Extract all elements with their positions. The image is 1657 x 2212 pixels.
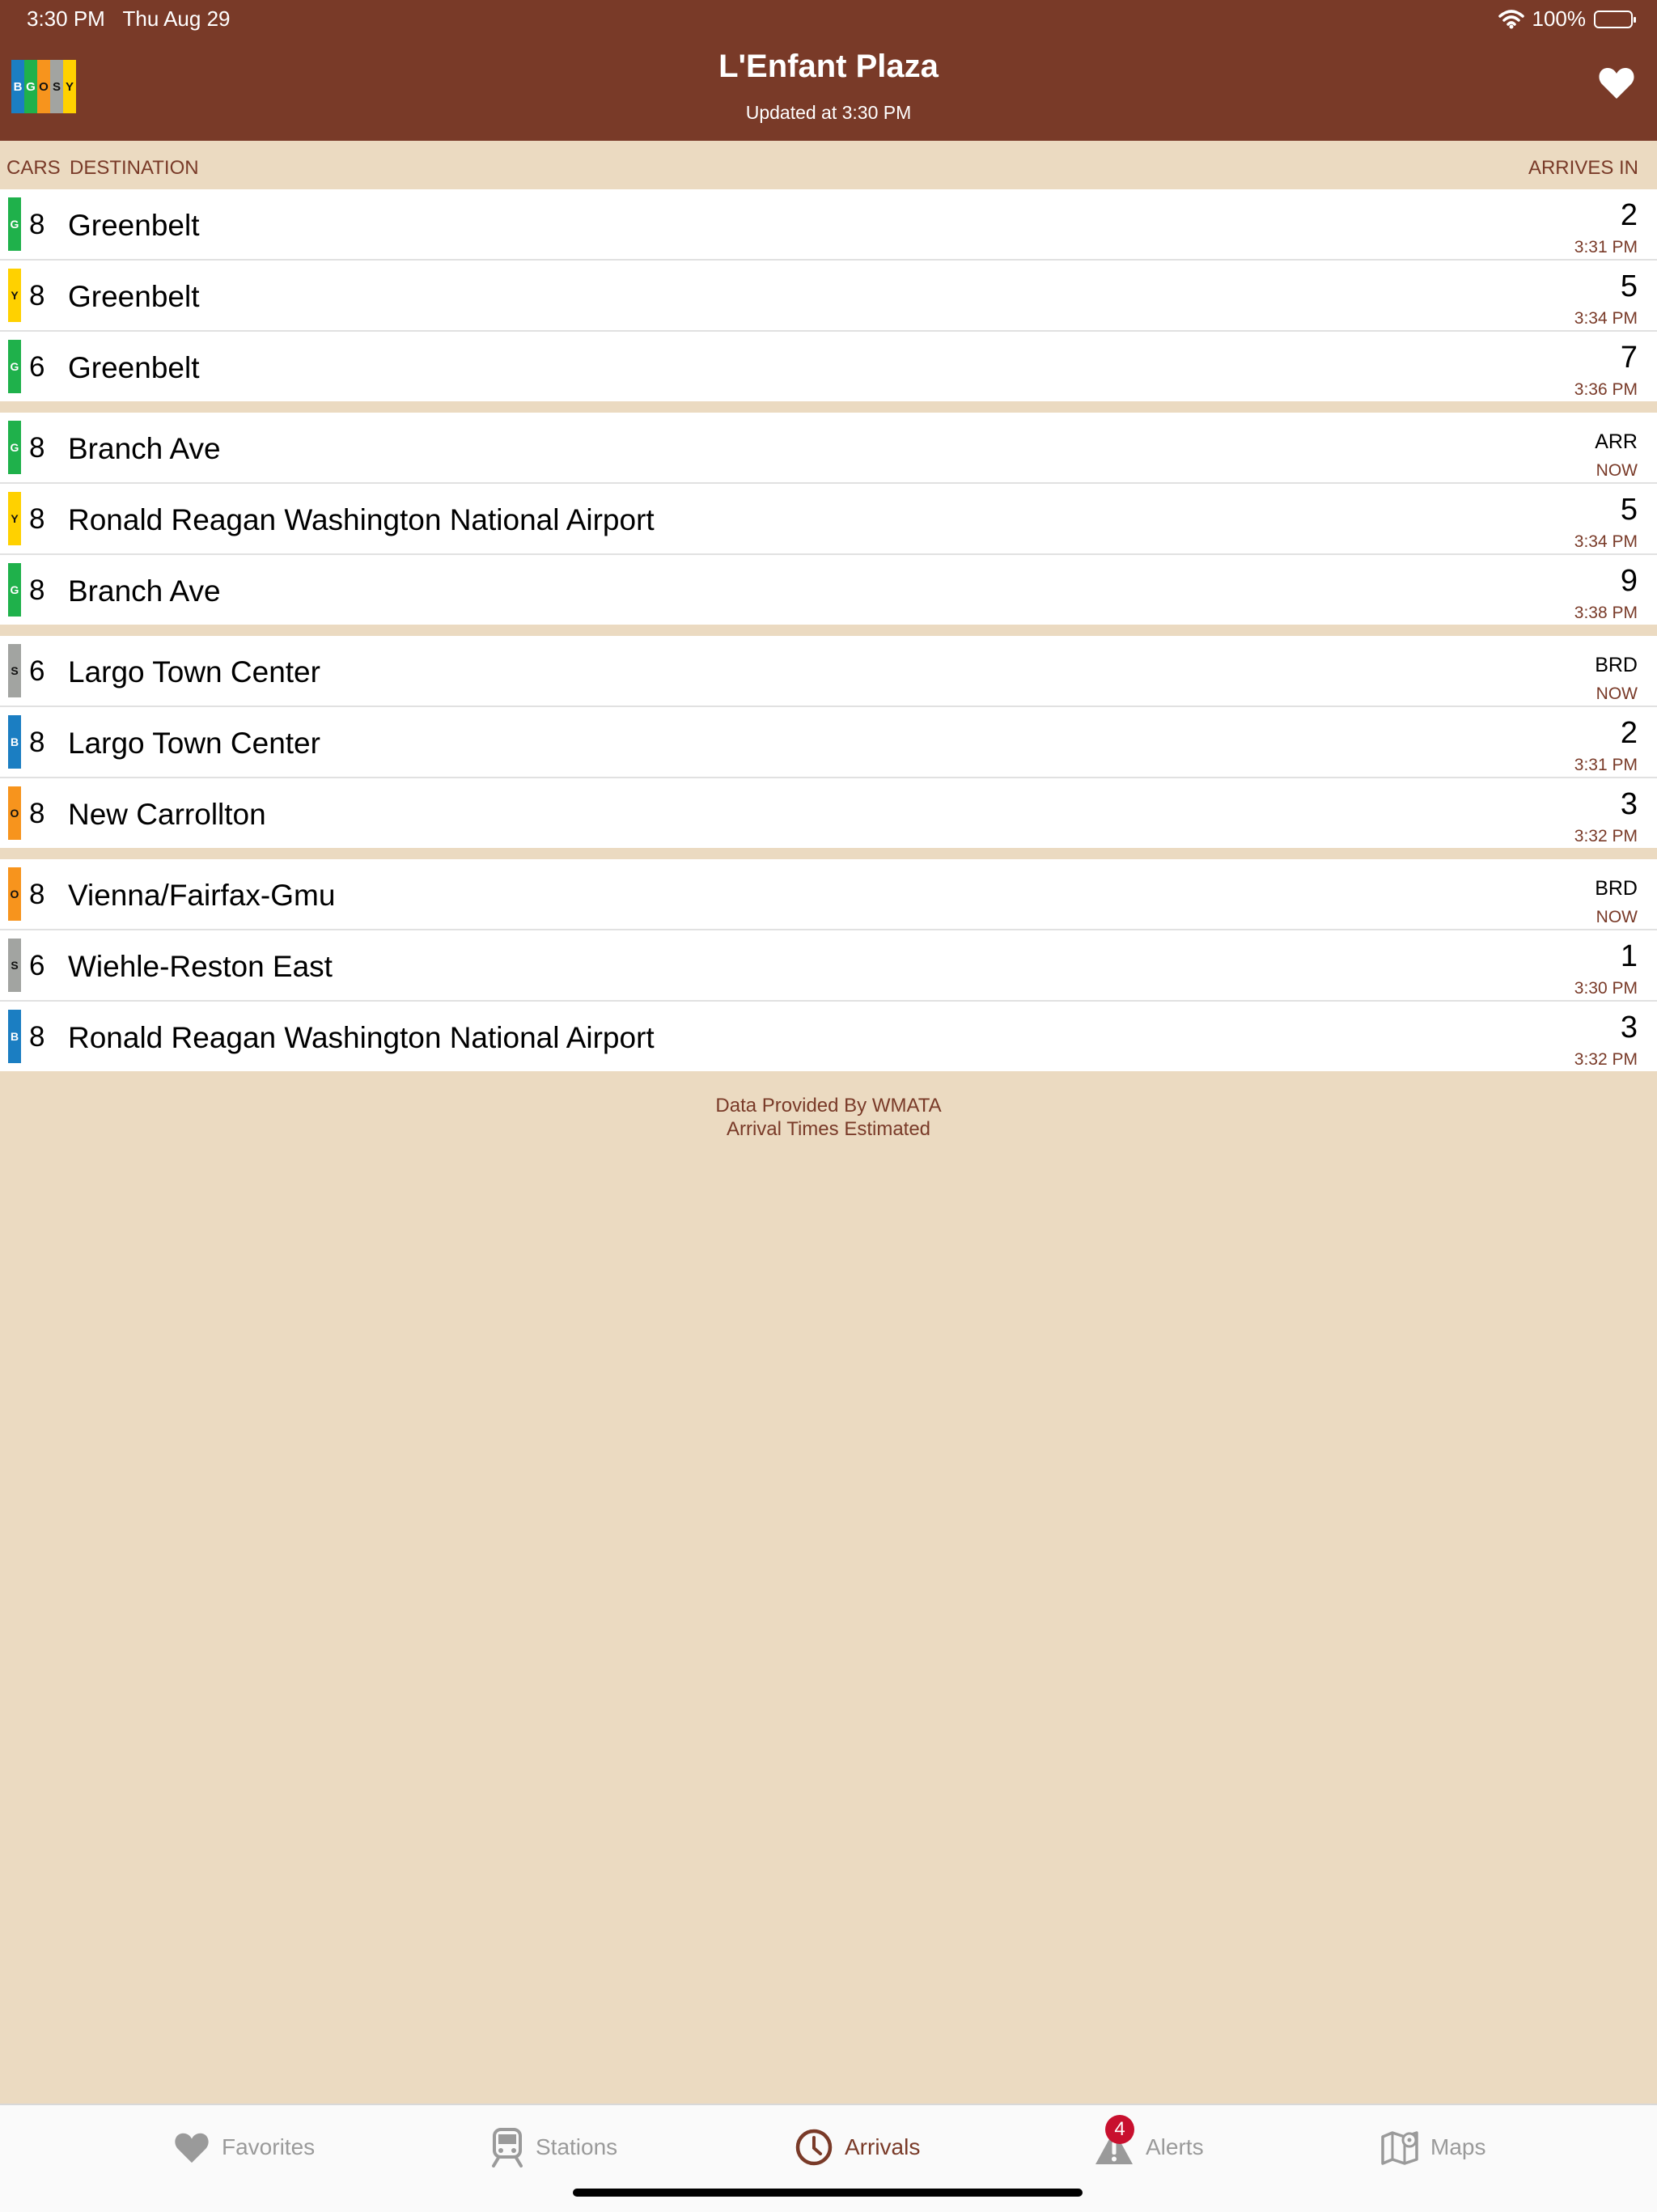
battery-percent: 100% — [1532, 6, 1586, 31]
line-indicator: G — [8, 563, 21, 617]
car-count: 6 — [29, 950, 45, 981]
arrival-clock-time: 3:38 PM — [1574, 604, 1638, 622]
car-count: 8 — [29, 879, 45, 910]
wifi-icon — [1498, 10, 1524, 29]
arrival-clock-time: 3:31 PM — [1574, 238, 1638, 256]
destination-name: Branch Ave — [68, 574, 221, 608]
train-icon — [490, 2127, 524, 2168]
arrival-row[interactable] — [0, 555, 1657, 625]
nav-header — [0, 0, 1657, 141]
car-count: 8 — [29, 209, 45, 240]
data-source-note — [0, 1094, 1657, 1141]
arrival-row[interactable] — [0, 484, 1657, 555]
tab-favorites[interactable] — [173, 2123, 315, 2172]
line-indicator: Y — [8, 492, 21, 545]
arrival-row[interactable] — [0, 778, 1657, 848]
arrival-row[interactable] — [0, 332, 1657, 401]
car-count: 8 — [29, 432, 45, 464]
data-provider-text: Data Provided By WMATA — [715, 1095, 942, 1117]
line-indicator: S — [8, 939, 21, 992]
arrival-minutes: 7 — [1620, 341, 1638, 375]
tab-arrivals[interactable] — [795, 2123, 920, 2172]
line-indicator: G — [8, 340, 21, 393]
arrival-clock-time: 3:32 PM — [1574, 827, 1638, 845]
arrival-clock-time: 3:36 PM — [1574, 380, 1638, 399]
arrival-row[interactable] — [0, 707, 1657, 778]
destination-name: Vienna/Fairfax-Gmu — [68, 879, 336, 912]
arrival-clock-time: 3:32 PM — [1574, 1050, 1638, 1069]
arrival-row[interactable] — [0, 859, 1657, 930]
updated-time: Updated at 3:30 PM — [745, 102, 912, 123]
destination-name: Wiehle-Reston East — [68, 950, 333, 983]
tab-stations[interactable] — [490, 2123, 617, 2172]
arrival-minutes: 9 — [1620, 564, 1638, 598]
status-time: 3:30 PM Thu Aug 29 — [27, 6, 231, 31]
arrival-row[interactable] — [0, 930, 1657, 1002]
line-indicator: G — [8, 421, 21, 474]
destination-name: Largo Town Center — [68, 655, 320, 689]
arrival-minutes: 5 — [1620, 493, 1638, 527]
line-badge: O — [37, 60, 50, 113]
arrival-clock-time: 3:30 PM — [1574, 979, 1638, 998]
line-indicator: Y — [8, 269, 21, 322]
line-indicator: O — [8, 867, 21, 921]
arrival-clock-time: 3:34 PM — [1574, 309, 1638, 328]
clock-icon — [795, 2128, 833, 2167]
car-count: 8 — [29, 1021, 45, 1053]
arrival-minutes: BRD — [1595, 877, 1638, 900]
home-indicator[interactable] — [573, 2189, 1083, 2197]
estimate-disclaimer-text: Arrival Times Estimated — [726, 1118, 931, 1140]
page-title: L'Enfant Plaza — [718, 49, 939, 84]
arrival-clock-time: NOW — [1596, 684, 1638, 703]
arrival-minutes: 2 — [1620, 198, 1638, 232]
arrival-clock-time: NOW — [1596, 908, 1638, 926]
tab-label: Maps — [1430, 2134, 1486, 2159]
arrival-row[interactable] — [0, 413, 1657, 484]
line-indicator: S — [8, 644, 21, 697]
tab-label: Arrivals — [845, 2134, 921, 2159]
tab-label: Stations — [536, 2134, 618, 2159]
car-count: 8 — [29, 727, 45, 758]
destination-name: Branch Ave — [68, 432, 221, 465]
map-icon — [1380, 2129, 1419, 2166]
destination-name: Greenbelt — [68, 280, 200, 313]
destination-name: Greenbelt — [68, 209, 200, 242]
favorite-heart-icon[interactable] — [1597, 63, 1636, 102]
arrival-minutes: ARR — [1595, 430, 1638, 453]
arrival-minutes: 1 — [1620, 939, 1638, 973]
line-badge: Y — [63, 60, 76, 113]
destination-name: Largo Town Center — [68, 727, 320, 760]
arrival-minutes: 5 — [1620, 269, 1638, 303]
heart-icon — [173, 2129, 210, 2166]
arrivals-group — [0, 189, 1657, 401]
line-indicator: G — [8, 197, 21, 251]
line-indicator: O — [8, 786, 21, 840]
arrives-in-column-label: ARRIVES IN — [1528, 157, 1638, 179]
arrival-clock-time: NOW — [1596, 461, 1638, 480]
car-count: 8 — [29, 798, 45, 829]
line-indicator: B — [8, 1010, 21, 1063]
line-badge: S — [50, 60, 63, 113]
line-badge: B — [11, 60, 24, 113]
battery-icon — [1594, 11, 1633, 28]
arrivals-group — [0, 636, 1657, 848]
arrival-minutes: BRD — [1595, 654, 1638, 676]
arrivals-group — [0, 859, 1657, 1071]
line-indicator: B — [8, 715, 21, 769]
destination-name: Ronald Reagan Washington National Airport — [68, 1021, 655, 1054]
car-count: 6 — [29, 351, 45, 383]
destination-name: Ronald Reagan Washington National Airport — [68, 503, 655, 536]
arrival-row[interactable] — [0, 261, 1657, 332]
alerts-count-badge: 4 — [1105, 2115, 1134, 2144]
line-badge: G — [24, 60, 37, 113]
car-count: 8 — [29, 574, 45, 606]
cars-column-label: CARS — [6, 157, 61, 179]
destination-name: New Carrollton — [68, 798, 266, 831]
arrival-minutes: 3 — [1620, 1011, 1638, 1045]
car-count: 8 — [29, 280, 45, 311]
destination-column-label: DESTINATION — [70, 157, 199, 179]
status-indicators — [1498, 6, 1634, 32]
tab-label: Favorites — [222, 2134, 316, 2159]
arrival-clock-time: 3:31 PM — [1574, 756, 1638, 774]
arrival-minutes: 3 — [1620, 787, 1638, 821]
car-count: 8 — [29, 503, 45, 535]
tab-maps[interactable] — [1380, 2123, 1485, 2172]
arrival-minutes: 2 — [1620, 716, 1638, 750]
arrival-row[interactable] — [0, 1002, 1657, 1071]
car-count: 6 — [29, 655, 45, 687]
arrival-row[interactable] — [0, 636, 1657, 707]
destination-name: Greenbelt — [68, 351, 200, 384]
column-header — [0, 141, 1657, 189]
arrival-row[interactable] — [0, 189, 1657, 261]
tab-label: Alerts — [1146, 2134, 1204, 2159]
arrival-clock-time: 3:34 PM — [1574, 532, 1638, 551]
arrivals-group — [0, 413, 1657, 625]
